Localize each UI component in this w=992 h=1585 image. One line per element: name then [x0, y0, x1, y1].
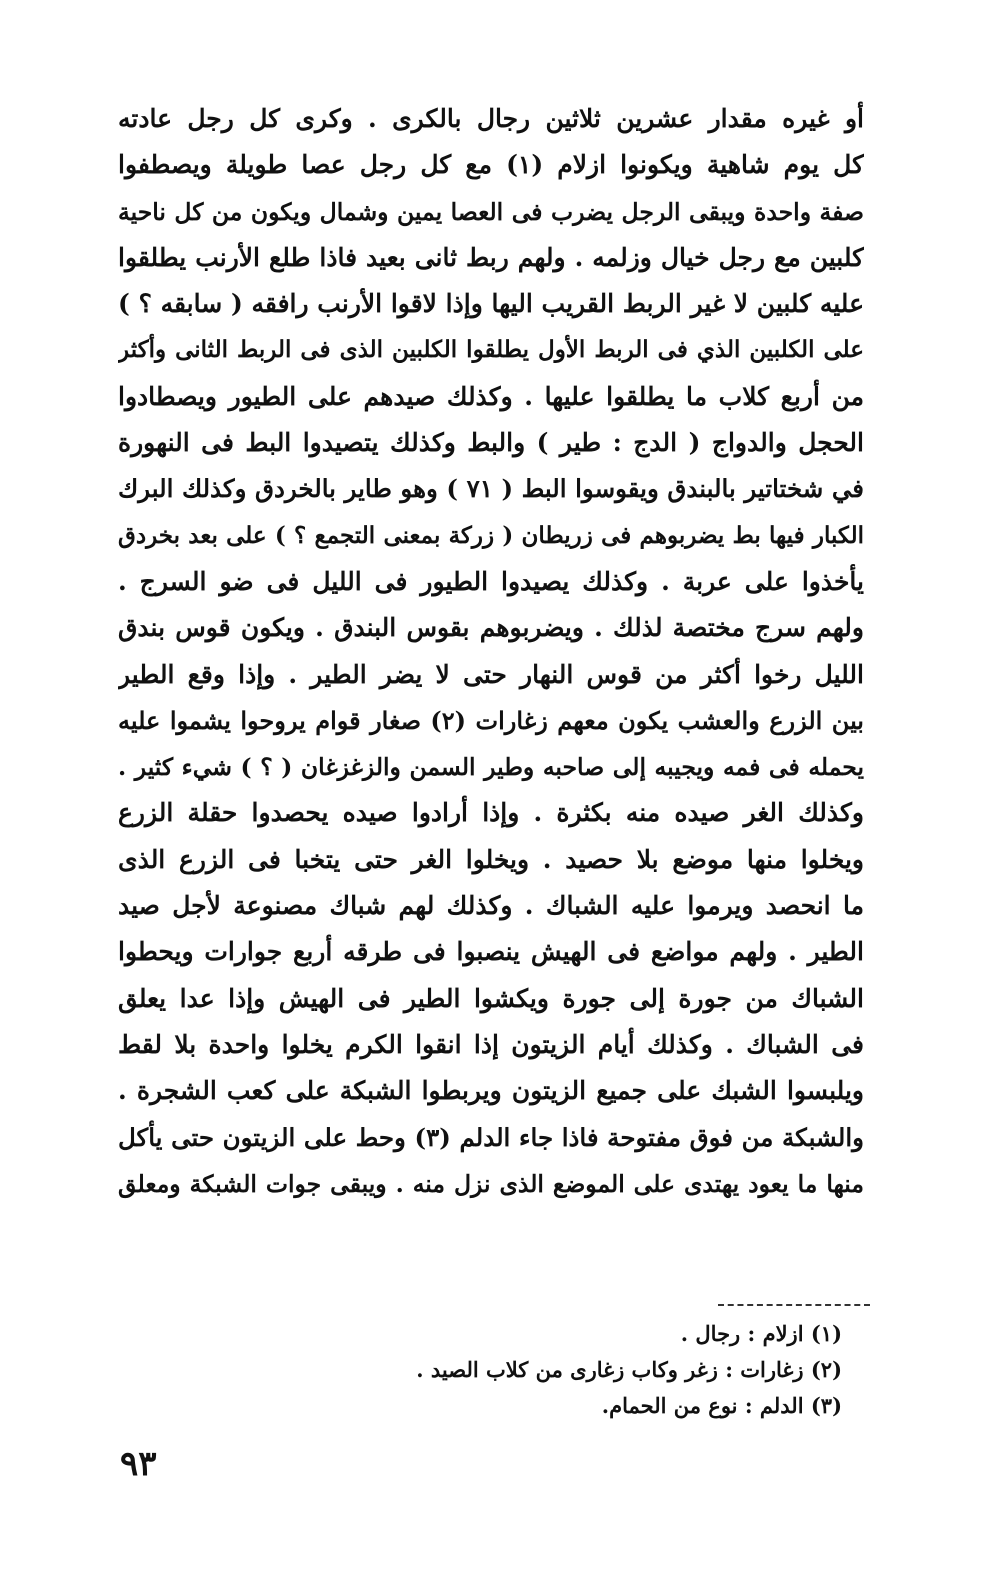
text-line: الطير . ولهم مواضع فى الهيش ينصبوا فى طرقه أربع جوارات ويحطوا — [118, 937, 864, 967]
text-line: الحجل والدواج ( الدج : طير ) والبط وكذلك يتصيدوا البط فى النهورة — [118, 428, 864, 458]
text-line: صفة واحدة ويبقى الرجل يضرب فى العصا يمين وشمال ويكون من كل ناحية — [118, 197, 864, 226]
text-line: الليل رخوا أكثر من قوس النهار حتى لا يضر الطير . وإذا وقع الطير — [118, 659, 864, 689]
text-line: يحمله فى فمه ويجيبه إلى صاحبه وطير السمن والزغزغان ( ؟ ) شيء كثير . — [118, 753, 864, 782]
text-line: ما انحصد ويرموا عليه الشباك . وكذلك لهم شباك مصنوعة لأجل صيد — [118, 891, 864, 921]
footnote-2: (٢) زغارات : زغر وكاب زغارى من كلاب الصيد . — [416, 1357, 842, 1382]
footnote-1: (١) ازلام : رجال . — [680, 1321, 842, 1346]
text-line: كل يوم شاهية ويكونوا ازلام (١) مع كل رجل عصا طويلة ويصطفوا — [118, 150, 864, 180]
text-line: على الكلبين الذي فى الربط الأول يطلقوا الكلبين الذى فى الربط الثانى وأكثر — [118, 336, 864, 364]
footnote-3: (٣) الدلم : نوع من الحمام. — [601, 1393, 842, 1418]
text-line: من أربع كلاب ما يطلقوا عليها . وكذلك صيدهم على الطيور ويصطادوا — [118, 381, 864, 411]
page-number: ٩٣ — [120, 1444, 157, 1484]
text-line: ولهم سرج مختصة لذلك . ويضربوهم بقوس البندق . ويكون قوس بندق — [118, 613, 864, 643]
footnote-separator — [718, 1304, 870, 1306]
text-line: أو غيره مقدار عشرين ثلاثين رجال بالكرى . وكرى كل رجل عادته — [118, 104, 864, 133]
footnotes — [142, 1316, 842, 1424]
text-line: في شختاتير بالبندق ويقوسوا البط ( ٧١ ) وهو طاير بالخردق وكذلك البرك — [118, 474, 864, 504]
text-line: يأخذوا على عربة . وكذلك يصيدوا الطيور فى الليل فى ضو السرج . — [118, 566, 864, 596]
text-line: عليه كلبين لا غير الربط القريب اليها وإذا لاقوا الأرنب رافقه ( سابقه ؟ ) — [118, 289, 864, 319]
text-line: منها ما يعود يهتدى على الموضع الذى نزل منه . ويبقى جوات الشبكة ومعلق — [118, 1169, 864, 1198]
body-text — [118, 96, 864, 1207]
text-line: ويخلوا منها موضع بلا حصيد . ويخلوا الغر حتى يتخبا فى الزرع الذى — [118, 844, 864, 874]
text-line: ويلبسوا الشبك على جميع الزيتون ويربطوا الشبكة على كعب الشجرة . — [118, 1076, 864, 1106]
text-line: الشباك من جورة إلى جورة ويكشوا الطير فى الهيش وإذا عدا يعلق — [118, 983, 864, 1013]
text-line: والشبكة من فوق مفتوحة فاذا جاء الدلم (٣) وحط على الزيتون حتى يأكل — [118, 1122, 864, 1152]
text-line: وكذلك الغر صيده منه بكثرة . وإذا أرادوا صيده يحصدوا حقلة الزرع — [118, 798, 864, 828]
text-line: الكبار فيها بط يضربوهم فى زريطان ( زركة بمعنى التجمع ؟ ) على بعد بخردق — [118, 521, 864, 549]
text-line: بين الزرع والعشب يكون معهم زغارات (٢) صغار قوام يروحوا يشموا عليه — [118, 705, 864, 735]
text-line: فى الشباك . وكذلك أيام الزيتون إذا انقوا الكرم يخلوا واحدة بلا لقط — [118, 1029, 864, 1059]
text-line: كلبين مع رجل خيال وزلمه . ولهم ربط ثانى بعيد فاذا طلع الأرنب يطلقوا — [118, 242, 864, 272]
